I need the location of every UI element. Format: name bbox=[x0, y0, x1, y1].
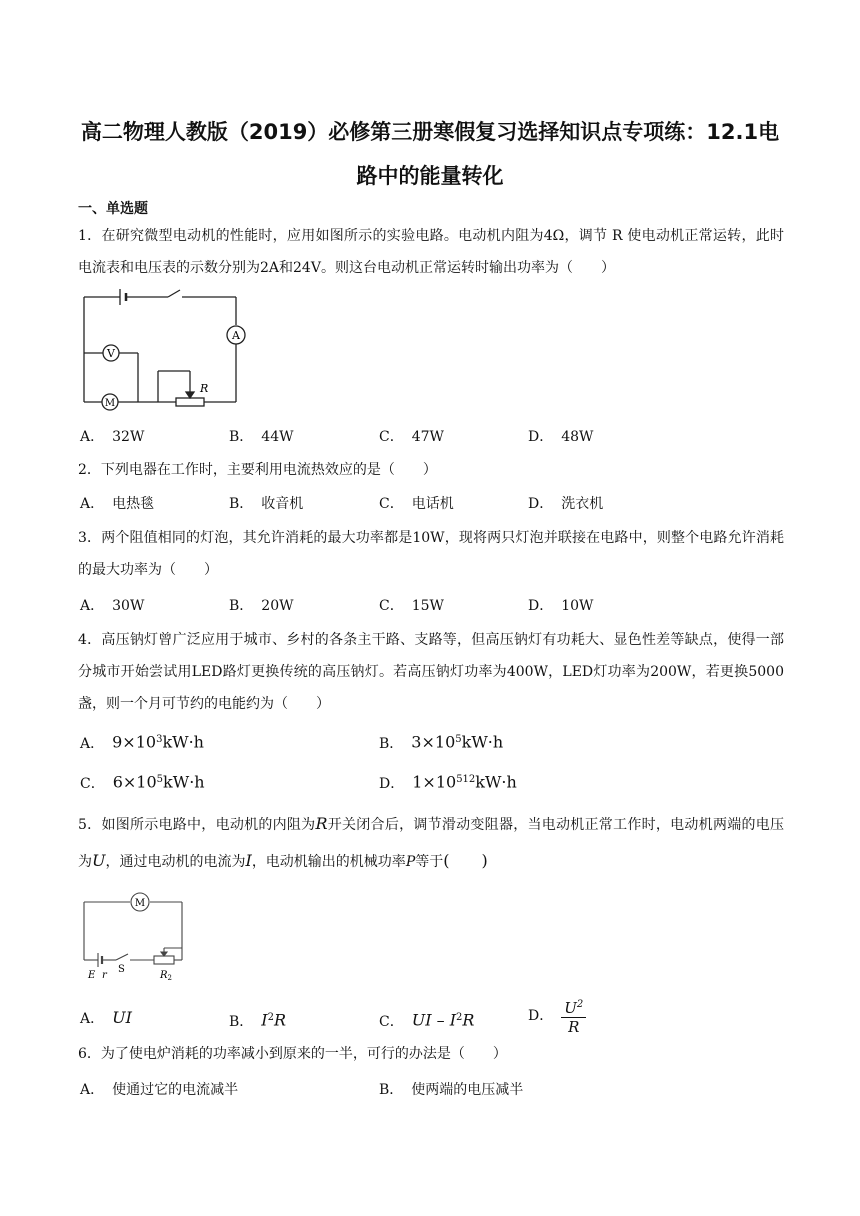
q5-rheostat-label: $R_2$ bbox=[160, 970, 172, 982]
q1-option-a[interactable]: A． 32W bbox=[80, 429, 145, 445]
q5-option-a[interactable]: A． UI bbox=[80, 1008, 132, 1027]
q5-motor-label: M bbox=[134, 898, 146, 909]
q5-option-d-fraction: $\frac{U^2}{R}$ bbox=[561, 996, 586, 1036]
question-3-text: 3．两个阻值相同的灯泡，其允许消耗的最大功率都是10W，现将两只灯泡并联接在电路中，则整个电路允许消耗的最大功率为（ ） bbox=[78, 530, 784, 578]
q1-option-c[interactable]: C． 47W bbox=[379, 429, 444, 445]
q2-option-b[interactable]: B． 收音机 bbox=[229, 496, 304, 512]
question-4-text: 4．高压钠灯曾广泛应用于城市、乡村的各条主干路、支路等，但高压钠灯有功耗大、显色性差等缺点，使得一部分城市开始尝试用LED路灯更换传统的高压钠灯。若高压钠灯功率为400W，LED灯功率为200W，若更换5000盏，则一个月可节约的电能约为（ ） bbox=[78, 632, 784, 712]
q3-option-d[interactable]: D． 10W bbox=[528, 598, 594, 614]
question-6-text: 6．为了使电炉消耗的功率减小到原来的一半，可行的办法是（ ） bbox=[78, 1046, 507, 1062]
q4-option-b[interactable]: B． $3\times 10^5kW\cdot h$ bbox=[379, 732, 504, 752]
q5-option-d[interactable]: D． $\frac{U^2}{R}$ bbox=[528, 996, 586, 1036]
q5-option-c[interactable]: C． UI – $I^2R$ bbox=[379, 1010, 475, 1030]
title-line-1: 高二物理人教版（2019）必修第三册寒假复习选择知识点专项练：12.1电 bbox=[80, 120, 780, 144]
q1-option-b[interactable]: B． 44W bbox=[229, 429, 294, 445]
q1-option-d[interactable]: D． 48W bbox=[528, 429, 594, 445]
q2-option-c[interactable]: C． 电话机 bbox=[379, 496, 454, 512]
question-1-circuit-diagram bbox=[80, 287, 250, 412]
question-1-text: 1．在研究微型电动机的性能时，应用如图所示的实验电路。电动机内阻为4Ω，调节 R 使电动机正常运转，此时电流表和电压表的示数分别为2A和24V。则这台电动机正常运转时输出功率为（ ） bbox=[78, 228, 784, 276]
q4-option-a[interactable]: A． $9\times 10^3kW\cdot h$ bbox=[80, 732, 204, 752]
q3-option-c[interactable]: C． 15W bbox=[379, 598, 444, 614]
q2-option-a[interactable]: A． 电热毯 bbox=[80, 496, 155, 512]
q4-option-d[interactable]: D． $1\times 10^{512}kW\cdot h$ bbox=[379, 772, 517, 792]
resistor-label: R bbox=[200, 382, 209, 395]
q3-option-b[interactable]: B． 20W bbox=[229, 598, 294, 614]
question-2-text: 2．下列电器在工作时，主要利用电流热效应的是（ ） bbox=[78, 462, 437, 478]
q6-option-b[interactable]: B． 使两端的电压减半 bbox=[379, 1082, 524, 1098]
section-heading: 一、单选题 bbox=[78, 201, 148, 217]
motor-label: M bbox=[104, 398, 116, 409]
q5-emf-label: E bbox=[88, 970, 96, 981]
q6-option-a[interactable]: A． 使通过它的电流减半 bbox=[80, 1082, 239, 1098]
title-line-2: 路中的能量转化 bbox=[356, 164, 504, 188]
question-5-text: 5．如图所示电路中，电动机的内阻为R开关闭合后，调节滑动变阻器，当电动机正常工作时，电动机两端的电压为U，通过电动机的电流为I，电动机输出的机械功率P等于( ) bbox=[78, 814, 785, 870]
q5-r-label: r bbox=[102, 970, 107, 981]
q3-option-a[interactable]: A． 30W bbox=[80, 598, 145, 614]
question-5-circuit-diagram bbox=[80, 890, 190, 985]
q5-switch-label: S bbox=[118, 964, 125, 975]
q2-option-d[interactable]: D． 洗衣机 bbox=[528, 496, 604, 512]
q4-option-c[interactable]: C． $6\times 10^5kW\cdot h$ bbox=[80, 772, 205, 792]
ammeter-label: A bbox=[232, 329, 240, 342]
q5-option-b[interactable]: B． $I^2R$ bbox=[229, 1010, 287, 1030]
page-title bbox=[70, 110, 790, 198]
voltmeter-label: V bbox=[107, 347, 115, 360]
